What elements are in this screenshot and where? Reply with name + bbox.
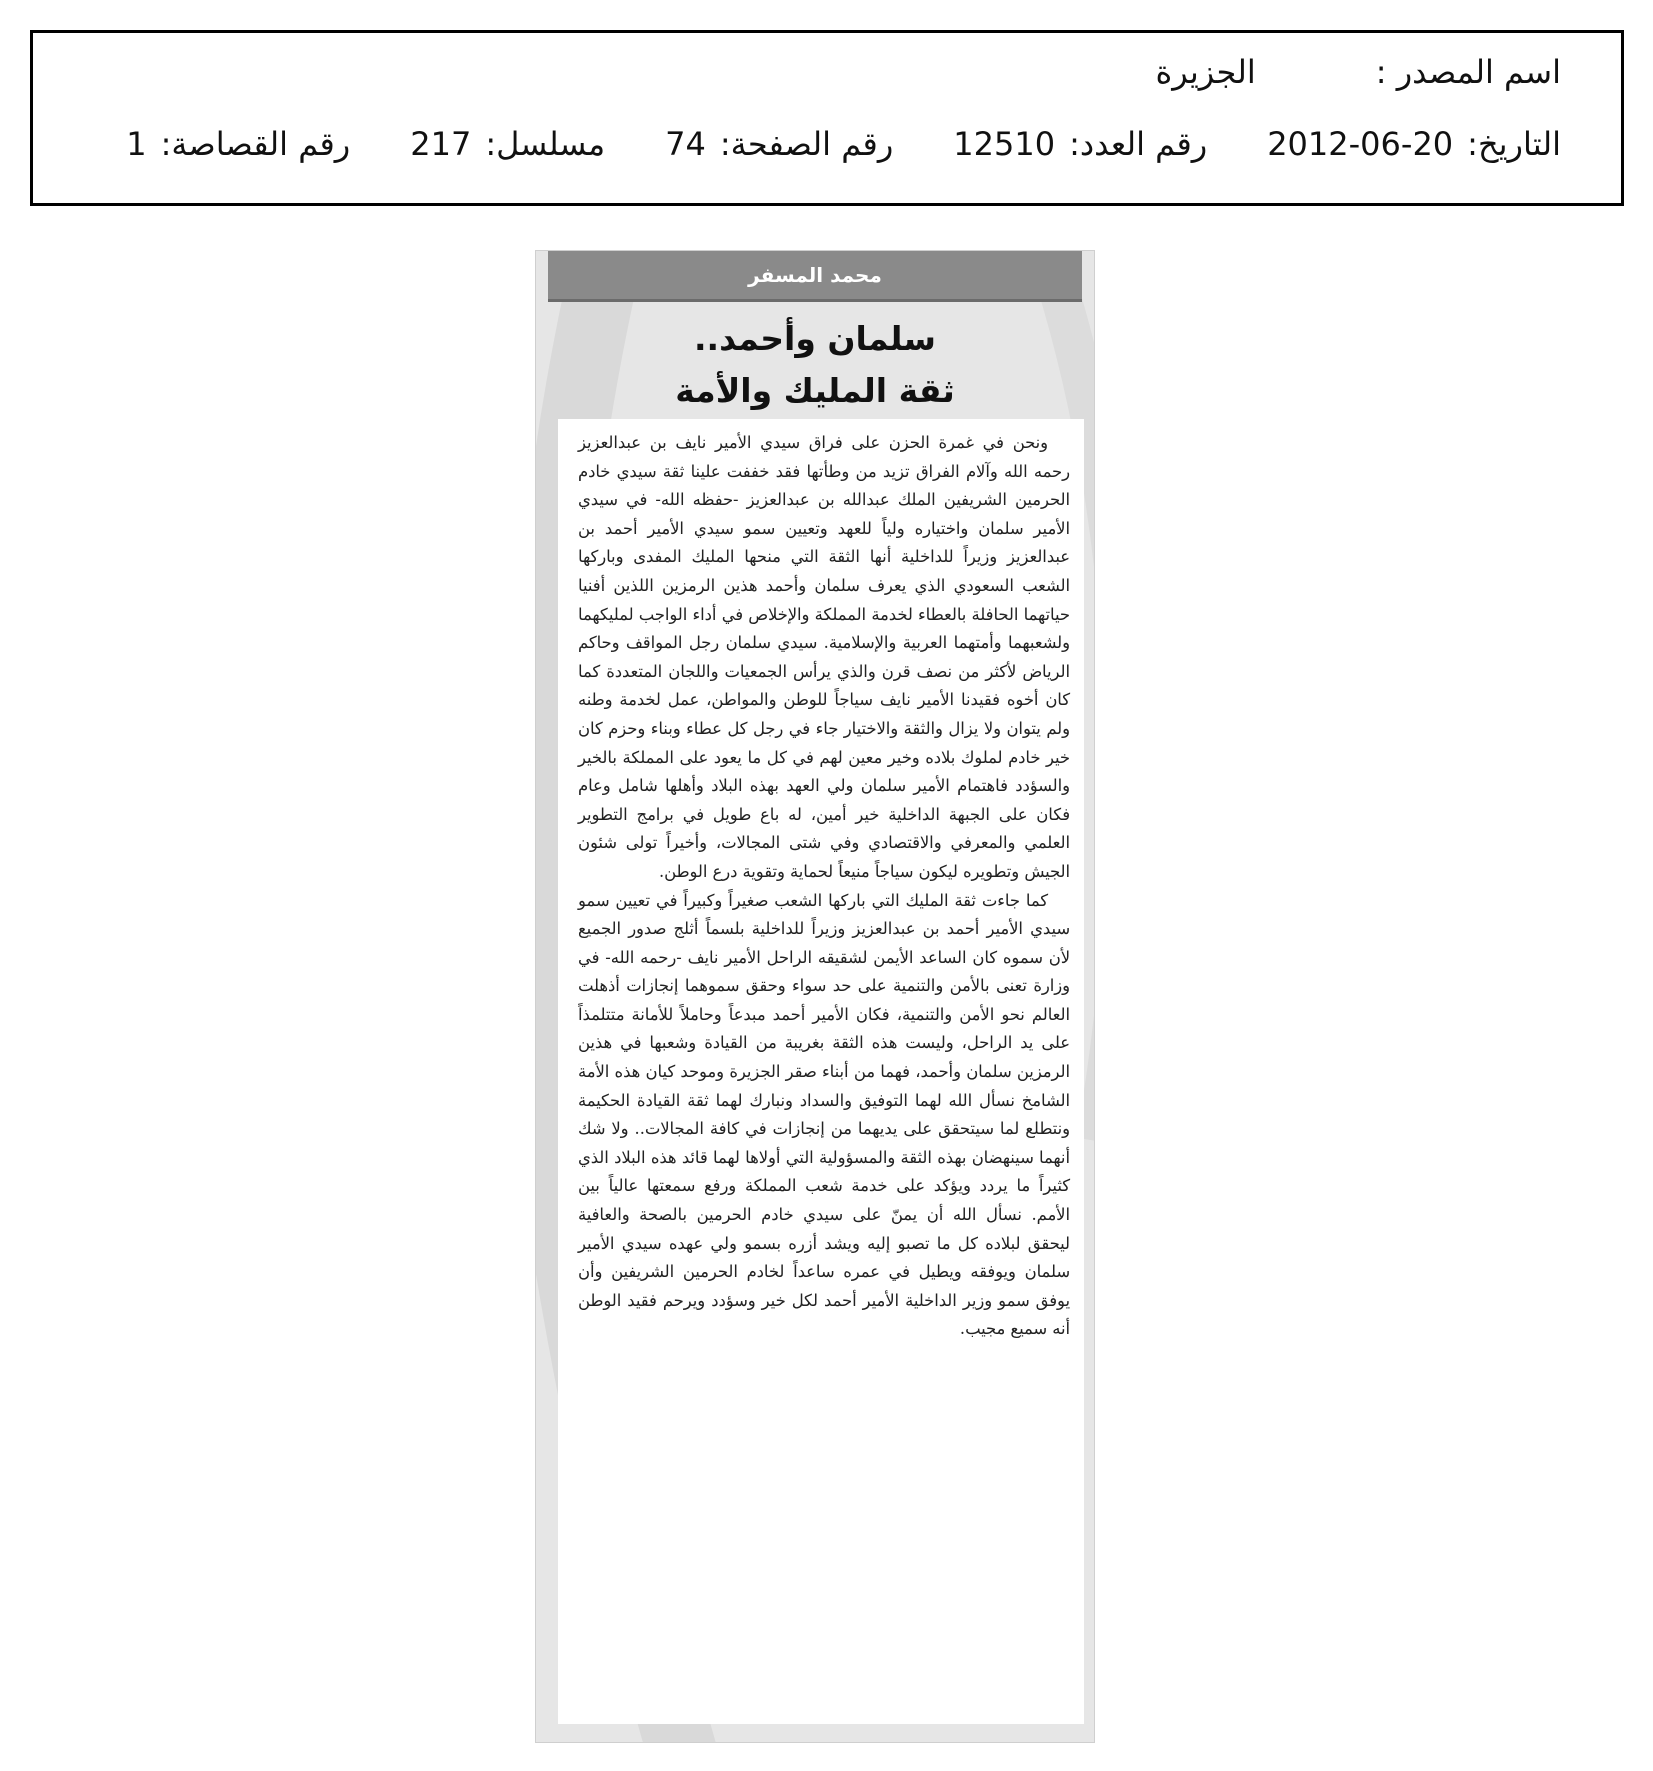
author-byline: محمد المسفر: [548, 251, 1082, 302]
newspaper-clipping: [535, 250, 1095, 1743]
metadata-row: [66, 125, 1561, 163]
serial-value: 217: [410, 125, 472, 163]
clip-number-field: [126, 125, 350, 163]
source-label: اسم المصدر :: [1375, 53, 1561, 91]
source-info-box: [30, 30, 1624, 206]
article-paragraph-1: ونحن في غمرة الحزن على فراق سيدي الأمير نايف بن عبدالعزيز رحمه الله وآلام الفراق تزيد من وطأتها فقد خففت علينا ثقة سيدي خادم الحرمين الشريفين الملك عبدالله بن عبدالعزيز -حفظه الله- في سيدي الأمير سلمان واختياره ولياً للعهد وتعيين سمو سيدي الأمير أحمد بن عبدالعزيز وزيراً للداخلية أنها الثقة التي منحها المليك المفدى وباركها الشعب السعودي الذي يعرف سلمان وأحمد هذين الرمزين اللذين أفنيا حياتهما الحافلة بالعطاء لخدمة المملكة والإخلاص في أداء الواجب لمليكهما ولشعبهما وأمتهما العربية والإسلامية. سيدي سلمان رجل المواقف وحاكم الرياض لأكثر من نصف قرن والذي يرأس الجمعيات واللجان المتعددة كما كان أخوه فقيدنا الأمير نايف سياجاً للوطن والمواطن، عمل لخدمة وطنه ولم يتوان ولا يزال والثقة والاختيار جاء في رجل كل عطاء وبناء وحزم كان خير خادم لملوك بلاده وخير معين لهم في كل ما يعود على المملكة بالخير والسؤدد فاهتمام الأمير سلمان ولي العهد بهذه البلاد وأهلها شامل وعام فكان على الجبهة الداخلية خير أمين، له باع طويل في برامج التطوير العلمي والمعرفي والاقتصادي وفي شتى المجالات، وأخيراً تولى شئون الجيش وتطويره ليكون سياجاً منيعاً لحماية وتقوية درع الوطن.: [578, 433, 1070, 881]
issue-field: [953, 125, 1207, 163]
date-field: [1267, 125, 1561, 163]
clip-number-label: رقم القصاصة:: [160, 125, 351, 163]
page-field: [665, 125, 893, 163]
article-paragraph-2: كما جاءت ثقة المليك التي باركها الشعب صغيراً وكبيراً في تعيين سمو سيدي الأمير أحمد بن عبدالعزيز وزيراً للداخلية بلسماً أثلج صدور الجميع لأن سموه كان الساعد الأيمن لشقيقه الراحل الأمير نايف -رحمه الله- في وزارة تعنى بالأمن والتنمية على حد سواء وحقق سموهما إنجازات أذهلت العالم نحو الأمن والتنمية، فكان الأمير أحمد مبدعاً وحاملاً للأمانة متتلمذاً على يد الراحل، وليست هذه الثقة بغريبة من القيادة وشعبها في هذين الرمزين سلمان وأحمد، فهما من أبناء صقر الجزيرة وموحد كيان هذه الأمة الشامخ نسأل الله لهما التوفيق والسداد ونبارك لهما ثقة القيادة الحكيمة ونتطلع لما سيتحقق على يديهما من إنجازات في كافة المجالات.. ولا شك أنهما سينهضان بهذه الثقة والمسؤولية التي أولاها لهما قائد هذه البلاد الذي كثيراً ما يردد ويؤكد على خدمة شعب المملكة ورفع سمعتها عالياً بين الأمم. نسأل الله أن يمنّ على سيدي خادم الحرمين بالصحة والعافية ليحقق لبلاده كل ما تصبو إليه ويشد أزره بسمو ولي عهده سيدي الأمير سلمان ويوفقه ويطيل في عمره ساعداً لخادم الحرمين الشريفين وأن يوفق سمو وزير الداخلية الأمير أحمد لكل خير وسؤدد ويرحم فقيد الوطن أنه سميع مجيب.: [578, 890, 1070, 1339]
serial-field: [410, 125, 605, 163]
issue-value: 12510: [953, 125, 1056, 163]
article-body: [558, 419, 1084, 1724]
article-title-line-2: ثقة المليك والأمة: [675, 371, 955, 410]
source-row: [1155, 53, 1561, 91]
serial-label: مسلسل:: [485, 125, 606, 163]
page-label: رقم الصفحة:: [719, 125, 894, 163]
article-title-line-1: سلمان وأحمد..: [694, 319, 936, 358]
issue-label: رقم العدد:: [1069, 125, 1208, 163]
source-field: [1155, 53, 1561, 91]
date-label: التاريخ:: [1467, 125, 1561, 163]
source-value: الجزيرة: [1155, 53, 1256, 91]
article-title: [548, 313, 1082, 417]
date-value: 2012-06-20: [1267, 125, 1454, 163]
page-value: 74: [665, 125, 706, 163]
clip-number-value: 1: [126, 125, 147, 163]
